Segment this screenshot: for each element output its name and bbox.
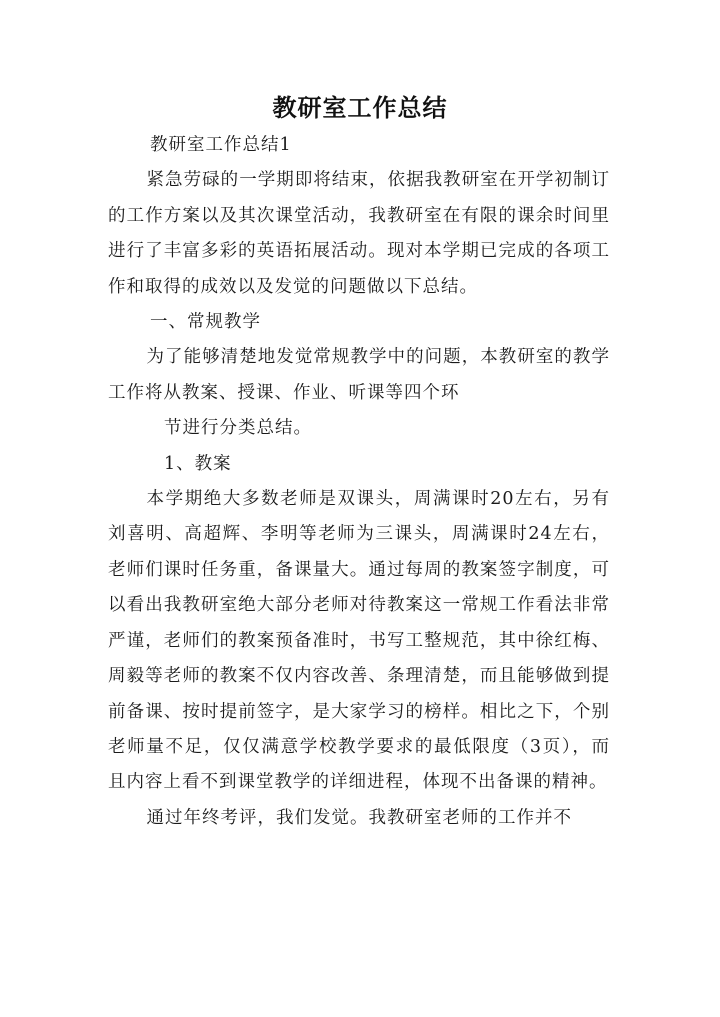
section-heading-routine-teaching: 一、常规教学 xyxy=(150,312,261,333)
document-body xyxy=(108,128,610,836)
document-subtitle: 教研室工作总结1 xyxy=(150,135,292,155)
paragraph-routine-teaching: 为了能够清楚地发觉常规教学中的问题，本教研室的教学工作将从教案、授课、作业、听课等四个环 xyxy=(108,347,610,403)
paragraph-intro: 紧急劳碌的一学期即将结束，依据我教研室在开学初制订的工作方案以及其次课堂活动，我教研室在有限的课余时间里进行了丰富多彩的英语拓展活动。现对本学期已完成的各项工作和取得的成效以及发觉的问题做以下总结。 xyxy=(108,170,610,297)
paragraph-lesson-plans: 本学期绝大多数老师是双课头，周满课时20左右，另有刘喜明、高超辉、李明等老师为三课头，周满课时24左右，老师们课时任务重，备课量大。通过每周的教案签字制度，可以看出我教研室绝大部分老师对待教案这一常规工作看法非常严谨，老师们的教案预备准时，书写工整规范，其中徐红梅、周毅等老师的教案不仅内容改善、条理清楚，而且能够做到提前备课、按时提前签字，是大家学习的榜样。相比之下，个别老师量不足，仅仅满意学校教学要求的最低限度（3页），而且内容上看不到课堂教学的详细进程，体现不出备课的精神。 xyxy=(108,489,610,793)
paragraph-routine-teaching-continued: 节进行分类总结。 xyxy=(164,418,312,439)
subheading-lesson-plans: 1、教案 xyxy=(164,453,232,474)
document-title: 教研室工作总结 xyxy=(272,94,448,122)
paragraph-year-end-review: 通过年终考评，我们发觉。我教研室老师的工作并不 xyxy=(146,807,572,828)
